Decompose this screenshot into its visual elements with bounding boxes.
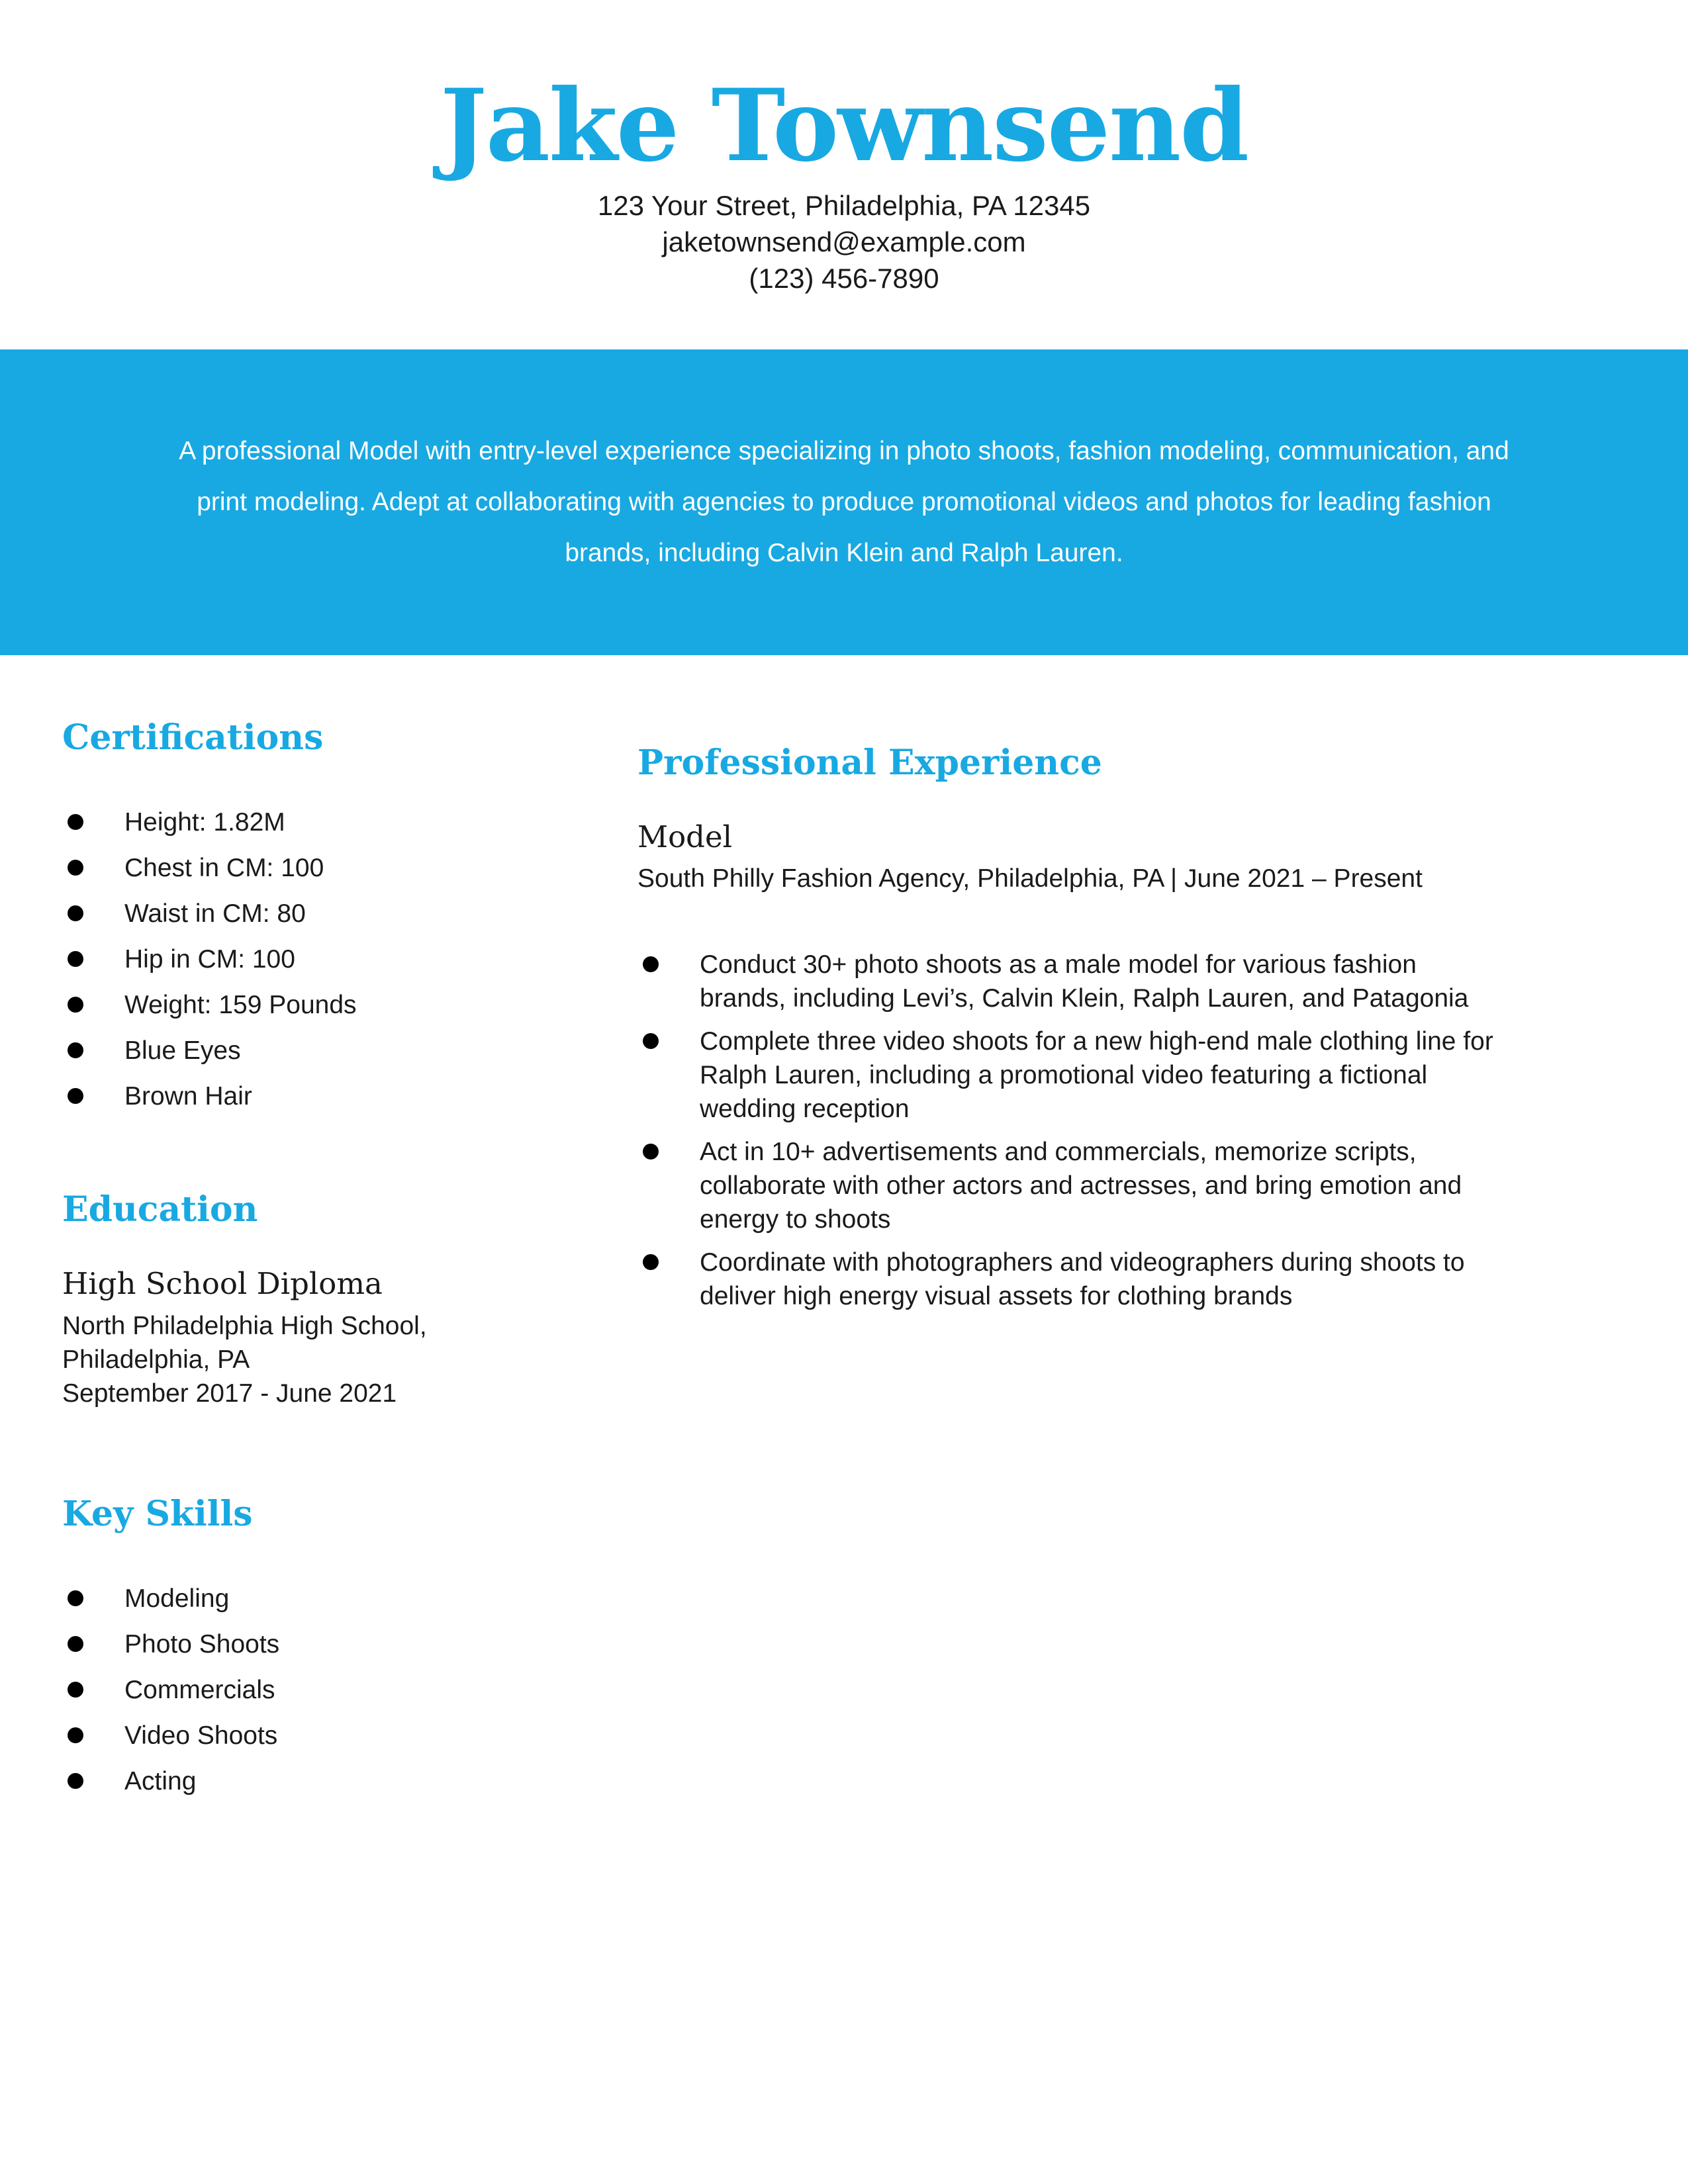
list-item [62,1621,579,1667]
list-item [62,1713,579,1758]
job-employer-dates: South Philly Fashion Agency, Philadelphia, PA | June 2021 – Present [637,864,1423,893]
job-bullet-text: Act in 10+ advertisements and commercials, memorize scripts, collaborate with other actors and actresses, and bring emotion and energy to shoots [700,1138,1462,1234]
certification-text: Blue Eyes [124,1036,241,1065]
education-details [62,1309,427,1410]
email-text: jaketownsend@example.com [662,226,1026,257]
skills-heading: Key Skills [62,1494,253,1534]
bullet-dot-icon [643,1254,659,1270]
bullet-dot-icon [68,814,83,830]
skill-text: Video Shoots [124,1721,278,1750]
list-item [62,891,579,936]
list-item [62,1576,579,1621]
list-item [637,1246,1498,1313]
list-item [62,799,579,845]
address-text: 123 Your Street, Philadelphia, PA 12345 [597,190,1091,221]
bullet-dot-icon [68,1088,83,1104]
certifications-heading: Certifications [62,717,324,758]
bullet-dot-icon [68,905,83,921]
bullet-dot-icon [643,956,659,972]
school-location: Philadelphia, PA [62,1345,250,1374]
list-item [637,948,1498,1015]
list-item [62,1667,579,1713]
summary-text: A professional Model with entry-level experience specializing in photo shoots, fashion modeling, communication, and print modeling. Adept at collaborating with agencies to produce promotional videos and photos for leading fashion brands, including Calvin Klein and Ralph Lauren. [179,437,1509,567]
education-heading: Education [62,1189,258,1230]
skill-text: Photo Shoots [124,1630,280,1659]
job-bullets-list [637,948,1498,1322]
bullet-dot-icon [643,1144,659,1160]
summary-band [0,349,1688,655]
skills-list [62,1576,579,1804]
skill-text: Acting [124,1767,197,1796]
job-bullet-text: Coordinate with photographers and videographers during shoots to deliver high energy visual assets for clothing brands [700,1248,1465,1310]
bullet-dot-icon [68,1727,83,1743]
education-dates: September 2017 - June 2021 [62,1379,397,1408]
list-item [637,1024,1498,1126]
bullet-dot-icon [68,1773,83,1789]
bullet-dot-icon [643,1033,659,1049]
certification-text: Hip in CM: 100 [124,945,295,974]
certification-text: Weight: 159 Pounds [124,991,357,1019]
list-item [62,1073,579,1119]
bullet-dot-icon [68,997,83,1013]
candidate-name: Jake Townsend [440,68,1248,184]
school-name: North Philadelphia High School, [62,1312,427,1340]
bullet-dot-icon [68,951,83,967]
certification-text: Waist in CM: 80 [124,899,306,928]
contact-info [0,187,1688,296]
education-degree: High School Diploma [62,1266,383,1301]
list-item [62,982,579,1028]
list-item [62,845,579,891]
certifications-list [62,799,579,1119]
list-item [637,1135,1498,1236]
job-bullet-text: Conduct 30+ photo shoots as a male model for various fashion brands, including Levi’s, Calvin Klein, Ralph Lauren, and Patagonia [700,950,1469,1013]
bullet-dot-icon [68,1636,83,1652]
phone-text: (123) 456-7890 [749,263,939,294]
job-bullet-text: Complete three video shoots for a new high-end male clothing line for Ralph Lauren, including a promotional video featuring a fictional wedding reception [700,1027,1493,1123]
resume-header [0,0,1688,349]
certification-text: Height: 1.82M [124,808,285,837]
skill-text: Commercials [124,1676,275,1704]
list-item [62,1028,579,1073]
list-item [62,1758,579,1804]
skill-text: Modeling [124,1584,230,1613]
certification-text: Brown Hair [124,1082,252,1111]
bullet-dot-icon [68,1682,83,1698]
list-item [62,936,579,982]
job-title: Model [637,819,732,854]
certification-text: Chest in CM: 100 [124,854,324,882]
bullet-dot-icon [68,860,83,876]
bullet-dot-icon [68,1042,83,1058]
bullet-dot-icon [68,1590,83,1606]
experience-heading: Professional Experience [637,743,1102,783]
